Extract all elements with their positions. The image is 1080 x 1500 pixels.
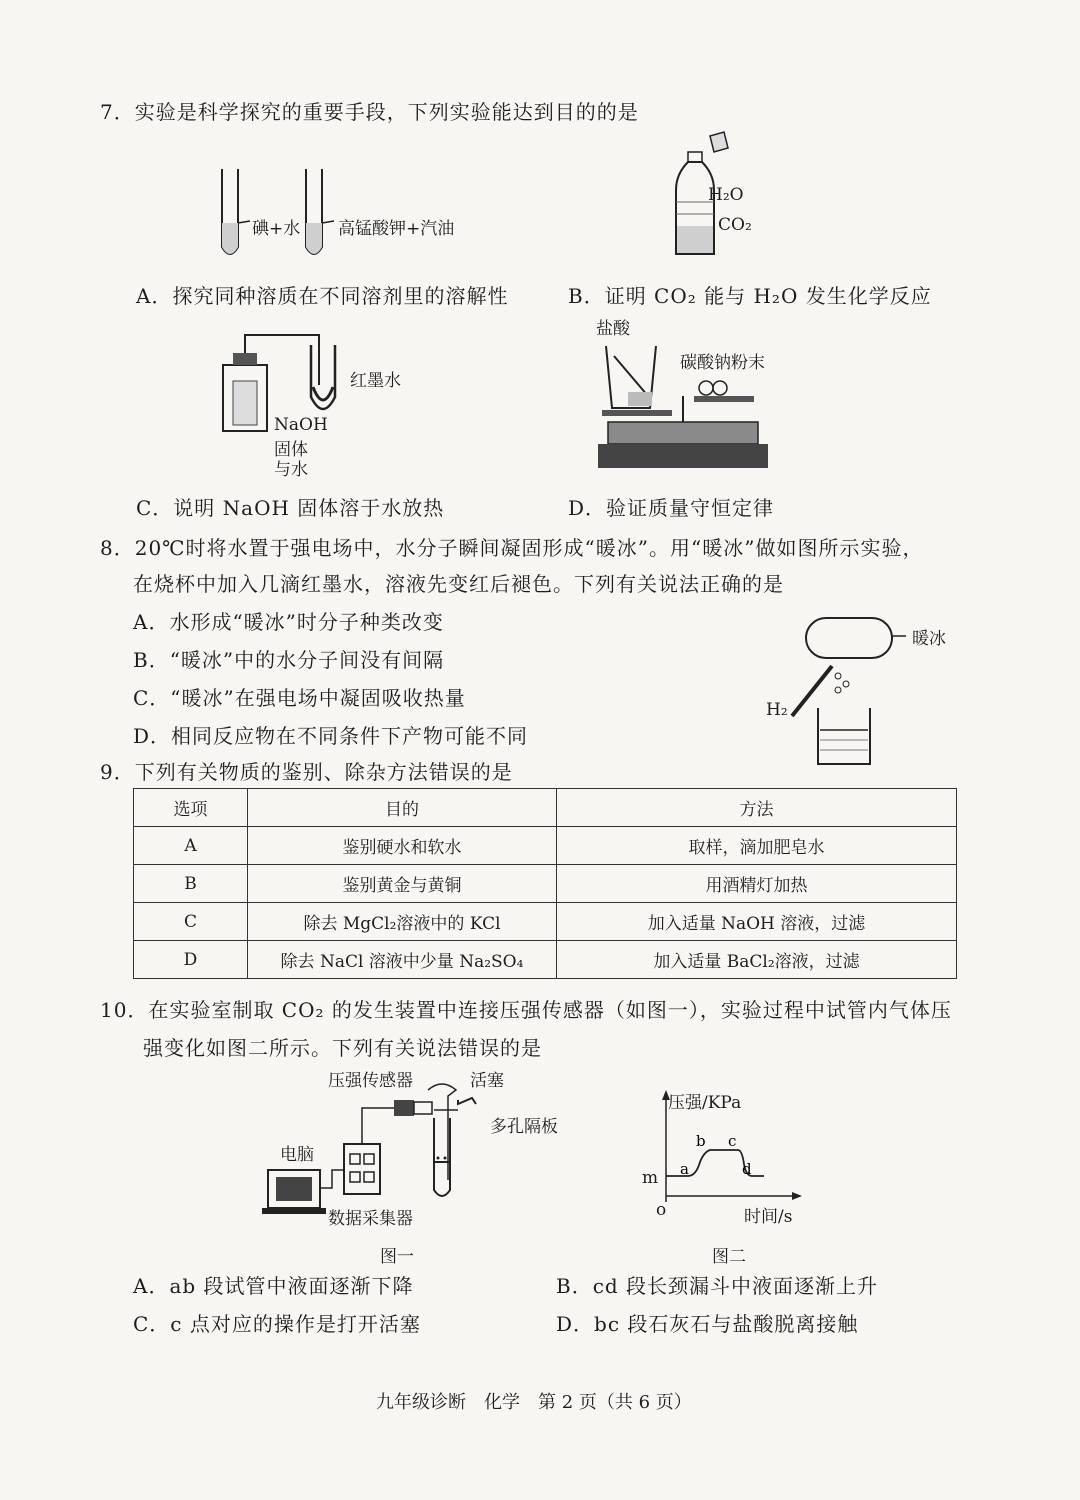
q8-option-d: D．相同反应物在不同条件下产物可能不同 xyxy=(133,724,529,748)
q9-header-method: 方法 xyxy=(557,789,957,827)
q7d-label-na2co3-powder: 碳酸钠粉末 xyxy=(680,353,765,373)
q9-cell-method: 取样，滴加肥皂水 xyxy=(557,827,957,865)
q8-warm-ice-figure xyxy=(768,612,918,770)
q9-cell-method: 加入适量 BaCl₂溶液，过滤 xyxy=(557,941,957,979)
q10-fig2-xlabel: 时间/s xyxy=(744,1207,793,1227)
q7d-label-hcl: 盐酸 xyxy=(596,319,630,339)
q7c-label-red-ink: 红墨水 xyxy=(350,371,401,391)
q8-label-h2: H₂ xyxy=(766,700,788,720)
table-row xyxy=(134,941,957,979)
q7c-label-with-water: 与水 xyxy=(274,460,308,480)
q9-cell-option: C xyxy=(134,903,248,941)
q10-option-d: D．bc 段石灰石与盐酸脱离接触 xyxy=(556,1312,859,1336)
q9-header-option: 选项 xyxy=(134,789,248,827)
q10-label-porous-plate: 多孔隔板 xyxy=(490,1117,558,1137)
q10-label-computer: 电脑 xyxy=(280,1145,314,1165)
q8-option-a: A．水形成“暖冰”时分子种类改变 xyxy=(133,610,444,634)
table-row xyxy=(134,865,957,903)
q9-cell-purpose: 除去 MgCl₂溶液中的 KCl xyxy=(248,903,557,941)
q9-cell-purpose: 鉴别黄金与黄铜 xyxy=(248,865,557,903)
q9-header-purpose: 目的 xyxy=(248,789,557,827)
table-row xyxy=(134,903,957,941)
q10-stem-line2: 强变化如图二所示。下列有关说法错误的是 xyxy=(143,1036,542,1060)
q8-option-c: C．“暖冰”在强电场中凝固吸收热量 xyxy=(133,686,466,710)
q7-stem: 7．实验是科学探究的重要手段，下列实验能达到目的的是 xyxy=(100,100,639,124)
q7c-label-solid: 固体 xyxy=(274,440,308,460)
q8-label-warm-ice: 暖冰 xyxy=(912,629,946,649)
q7a-caption: A．探究同种溶质在不同溶剂里的溶解性 xyxy=(136,284,509,308)
q9-cell-option: A xyxy=(134,827,248,865)
point-a-label: a xyxy=(680,1160,689,1178)
q8-stem-line2: 在烧杯中加入几滴红墨水，溶液先变红后褪色。下列有关说法正确的是 xyxy=(133,572,784,596)
q7c-label-naoh: NaOH xyxy=(274,415,328,435)
q9-stem: 9．下列有关物质的鉴别、除杂方法错误的是 xyxy=(100,760,513,784)
q9-cell-purpose: 鉴别硬水和软水 xyxy=(248,827,557,865)
point-c-label: c xyxy=(728,1132,737,1150)
q9-header-row xyxy=(134,789,957,827)
point-b-label: b xyxy=(696,1132,706,1150)
q10-label-data-collector: 数据采集器 xyxy=(328,1209,413,1229)
q9-cell-option: D xyxy=(134,941,248,979)
q8-stem-line1: 8．20℃时将水置于强电场中，水分子瞬间凝固形成“暖冰”。用“暖冰”做如图所示实验， xyxy=(100,536,924,560)
q9-cell-option: B xyxy=(134,865,248,903)
q10-label-pressure-sensor: 压强传感器 xyxy=(328,1071,413,1091)
q9-cell-purpose: 除去 NaCl 溶液中少量 Na₂SO₄ xyxy=(248,941,557,979)
q10-fig2-caption: 图二 xyxy=(712,1247,746,1267)
x-axis-arrow xyxy=(792,1192,802,1200)
q9-cell-method: 加入适量 NaOH 溶液，过滤 xyxy=(557,903,957,941)
q7a-label-iodine-water: 碘+水 xyxy=(252,219,301,239)
q7b-label-h2o: H₂O xyxy=(708,185,744,205)
q10-fig2-m-label: m xyxy=(642,1168,659,1188)
q10-fig1-caption: 图一 xyxy=(380,1247,414,1267)
q9-table xyxy=(133,788,957,979)
q10-fig2-origin-label: o xyxy=(656,1200,667,1220)
point-d-label: d xyxy=(742,1160,752,1178)
q10-fig2-ylabel: 压强/KPa xyxy=(668,1093,742,1113)
q7b-caption: B．证明 CO₂ 能与 H₂O 发生化学反应 xyxy=(568,284,932,308)
q10-option-c: C．c 点对应的操作是打开活塞 xyxy=(133,1312,421,1336)
q7b-label-co2: CO₂ xyxy=(718,215,752,235)
q9-cell-method: 用酒精灯加热 xyxy=(557,865,957,903)
q7d-caption: D．验证质量守恒定律 xyxy=(568,496,775,520)
q7a-label-kmno4-gasoline: 高锰酸钾+汽油 xyxy=(338,219,455,239)
q10-option-b: B．cd 段长颈漏斗中液面逐渐上升 xyxy=(556,1274,879,1298)
page-footer: 九年级诊断 化学 第 2 页（共 6 页） xyxy=(376,1392,692,1413)
q10-stem-line1: 10．在实验室制取 CO₂ 的发生装置中连接压强传感器（如图一），实验过程中试管内气体压 xyxy=(100,998,952,1022)
q10-label-valve: 活塞 xyxy=(470,1071,504,1091)
q10-option-a: A．ab 段试管中液面逐渐下降 xyxy=(133,1274,414,1298)
table-row xyxy=(134,827,957,865)
q7c-caption: C．说明 NaOH 固体溶于水放热 xyxy=(136,496,445,520)
q8-option-b: B．“暖冰”中的水分子间没有间隔 xyxy=(133,648,445,672)
